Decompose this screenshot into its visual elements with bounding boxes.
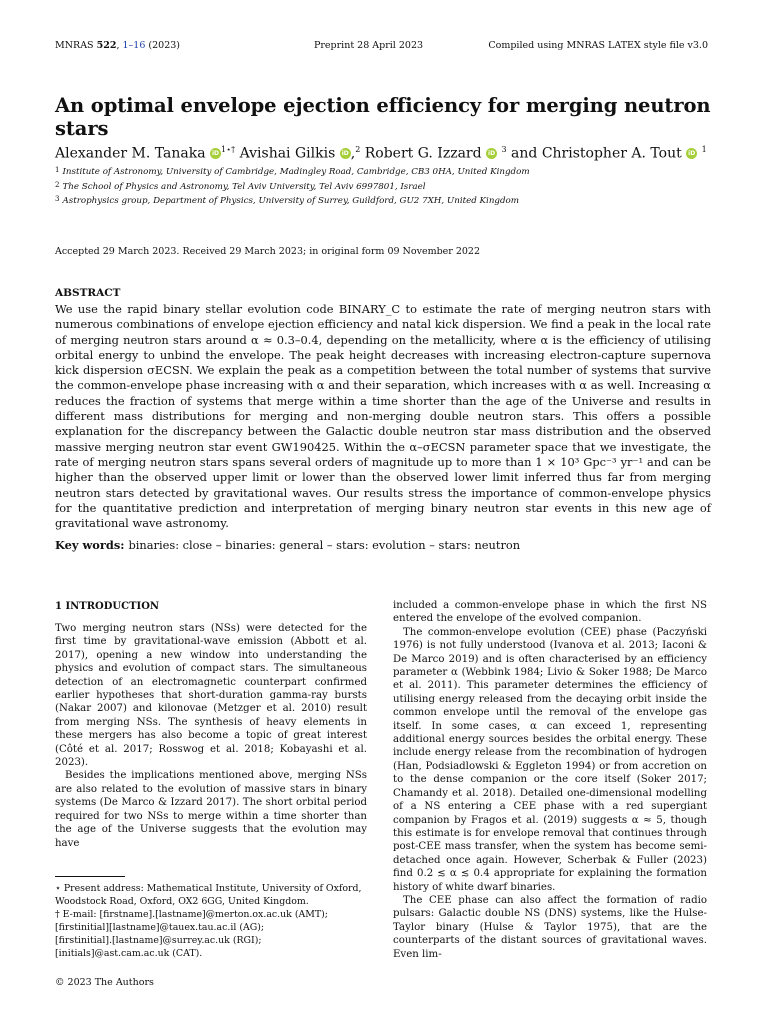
running-header: [55, 40, 708, 54]
author-connective: and: [511, 145, 538, 162]
affiliation-number: 3: [55, 195, 60, 203]
author-list: Alexander M. Tanaka iD $^{1⋆\dagger}$ Avishai Gilkis iD ,$^2$ Robert G. Izzard iD $^3$ and Christopher A. Tout iD $^1$: [55, 145, 707, 162]
author-name: Alexander M. Tanaka: [55, 145, 206, 162]
text-column-left: [55, 622, 367, 850]
footnote-line: † E-mail: [firstname].[lastname]@merton.ox.ac.uk (AMT);: [55, 909, 328, 921]
footnotes: [55, 882, 373, 961]
affiliation: [55, 193, 728, 208]
keywords: [55, 538, 520, 552]
footnote-line: [initials]@ast.cam.ac.uk (CAT).: [55, 948, 203, 960]
orcid-icon[interactable]: iD: [488, 149, 496, 157]
section-heading: 1 INTRODUCTION: [55, 601, 160, 612]
journal-citation: MNRAS 522, 1–16 (2023): [55, 40, 180, 51]
paragraph: Two merging neutron stars (NSs) were detected for the first time by gravitational-wave emission (Abbott et al. 2017), opening a new window into understanding the physics and evolution of compact stars. The simultaneous detection of an electromagnetic counterpart confirmed earlier hypotheses that short-duration gamma-ray bursts (Nakar 2007) and kilonovae (Metzger et al. 2010) result from merging NSs. The synthesis of heavy elements in these mergers has also become a topic of great interest (Côté et al. 2017; Rosswog et al. 2018; Kobayashi et al. 2023).: [55, 623, 367, 769]
affiliation-number: 2: [55, 180, 60, 189]
author-marks: 1: [701, 145, 707, 154]
orcid-icon[interactable]: iD: [688, 149, 696, 157]
paragraph: Besides the implications mentioned above, merging NSs are also related to the evolution of massive stars in binary systems (De Marco & Izzard 2017). The short orbital period required for two NSs to merge within a time shorter than the age of the Universe suggests that the evolution may have: [55, 770, 367, 849]
footnote-rule: [55, 876, 125, 877]
orcid-icon[interactable]: iD: [211, 149, 220, 157]
affiliation: [55, 179, 728, 194]
footnote-line: [firstinitial].[lastname]@surrey.ac.uk (RGI);: [55, 935, 262, 947]
compiled-note: Compiled using MNRAS LATEX style file v3.0: [488, 40, 708, 51]
paragraph: The CEE phase can also affect the formation of radio pulsars: Galactic double NS (DNS) systems, like the Hulse-Taylor binary (Hulse & Taylor 1975), that are the counterparts of the distant sources of gravitational waves. Even lim-: [393, 894, 707, 960]
volume: 522: [96, 40, 117, 51]
author-name: Avishai Gilkis: [239, 145, 336, 162]
footnote-line: [firstinitial][lastname]@tauex.tau.ac.il (AG);: [55, 922, 265, 934]
journal-name: MNRAS: [55, 40, 94, 51]
footnote-line: Woodstock Road, Oxford, OX2 6GG, United Kingdom.: [55, 896, 309, 908]
year: (2023): [148, 40, 180, 51]
affiliation: [55, 164, 728, 179]
text-column-right: [393, 599, 707, 961]
abstract-text: We use the rapid binary stellar evolution code BINARY_C to estimate the rate of merging neutron stars with numerous combinations of envelope ejection efficiency and natal kick dispersion. We find a peak in the local rate of merging neutron stars around α ≈ 0.3–0.4, depending on the metallicity, where α is the efficiency of utilising orbital energy to unbind the envelope. The peak height decreases with increasing electron-capture supernova kick dispersion σECSN. We explain the peak as a competition between the total number of systems that survive the common-envelope phase increasing with α and their separation, which increases with α as well. Increasing α reduces the fraction of systems that merge within a time shorter than the age of the Universe and results in different mass distributions for merging and non-merging double neutron stars. This offers a possible explanation for the discrepancy between the Galactic double neutron star mass distribution and the observed massive merging neutron star event GW190425. Within the α–σECSN parameter space that we investigate, the rate of merging neutron stars spans several orders of magnitude up to more than 1 × 10³ Gpc⁻³ yr⁻¹ and can be higher than the observed upper limit or lower than the observed lower limit inferred thus far from merging neutron stars detected by gravitational waves. Our results stress the importance of common-envelope physics for the quantitative prediction and interpretation of merging binary neutron star events in this new age of gravitational wave astronomy.: [55, 302, 711, 531]
pages-link[interactable]: 1–16: [122, 40, 146, 51]
affiliation-text: Astrophysics group, Department of Physics, University of Surrey, Guildford, GU2 7XH, United Kingdom: [62, 196, 520, 206]
affiliation-text: The School of Physics and Astronomy, Tel Aviv University, Tel Aviv 6997801, Israel: [62, 181, 426, 192]
author-name: Robert G. Izzard: [364, 145, 482, 162]
copyright: © 2023 The Authors: [55, 977, 154, 988]
affiliation-number: 1: [55, 166, 60, 174]
affiliation-text: Institute of Astronomy, University of Cambridge, Madingley Road, Cambridge, CB3 0HA, United Kingdom: [62, 167, 530, 177]
preprint-date: Preprint 28 April 2023: [314, 40, 424, 51]
orcid-icon[interactable]: iD: [341, 149, 349, 157]
keywords-list: binaries: close – binaries: general – stars: evolution – stars: neutron: [128, 538, 521, 552]
paragraph: The common-envelope evolution (CEE) phase (Paczyński 1976) is not fully understood (Ivanova et al. 2013; Iaconi & De Marco 2019) and is often characterised by an efficiency parameter α (Webbink 1984; Livio & Soker 1988; De Marco et al. 2011). This parameter determines the efficiency of utilising energy released from the decaying orbit inside the common envelope until the removal of the envelope gas itself. In some cases, α can exceed 1, representing additional energy sources besides the orbital energy. These include energy release from the recombination of hydrogen (Han, Podsiadlowski & Eggleton 1994) or from accretion on to the dense companion or the core itself (Soker 2017; Chamandy et al. 2018). Detailed one-dimensional modelling of a NS entering a CEE phase with a red supergiant companion by Fragos et al. (2019) suggests α ≈ 5, though this estimate is for envelope removal that continues through post-CEE mass transfer, when the system has become semi-detached once again. However, Scherbak & Fuller (2023) find 0.2 ≲ α ≲ 0.4 appropriate for explaining the formation history of white dwarf binaries.: [393, 626, 707, 893]
abstract-heading: ABSTRACT: [55, 287, 121, 299]
affiliations: [55, 164, 728, 208]
author-marks: 3: [501, 145, 507, 154]
received-dates: Accepted 29 March 2023. Received 29 March 2023; in original form 09 November 2022: [55, 246, 481, 257]
keywords-label: Key words:: [55, 538, 125, 552]
author-name: Christopher A. Tout: [541, 145, 682, 162]
paragraph: included a common-envelope phase in which the first NS entered the envelope of the evolved companion.: [393, 600, 707, 625]
author-marks: 2: [355, 145, 361, 154]
paper-title: An optimal envelope ejection efficiency for merging neutron stars: [55, 94, 711, 140]
footnote-line: ⋆ Present address: Mathematical Institute, University of Oxford,: [55, 883, 362, 894]
author-marks: 1⋆†: [221, 145, 236, 154]
